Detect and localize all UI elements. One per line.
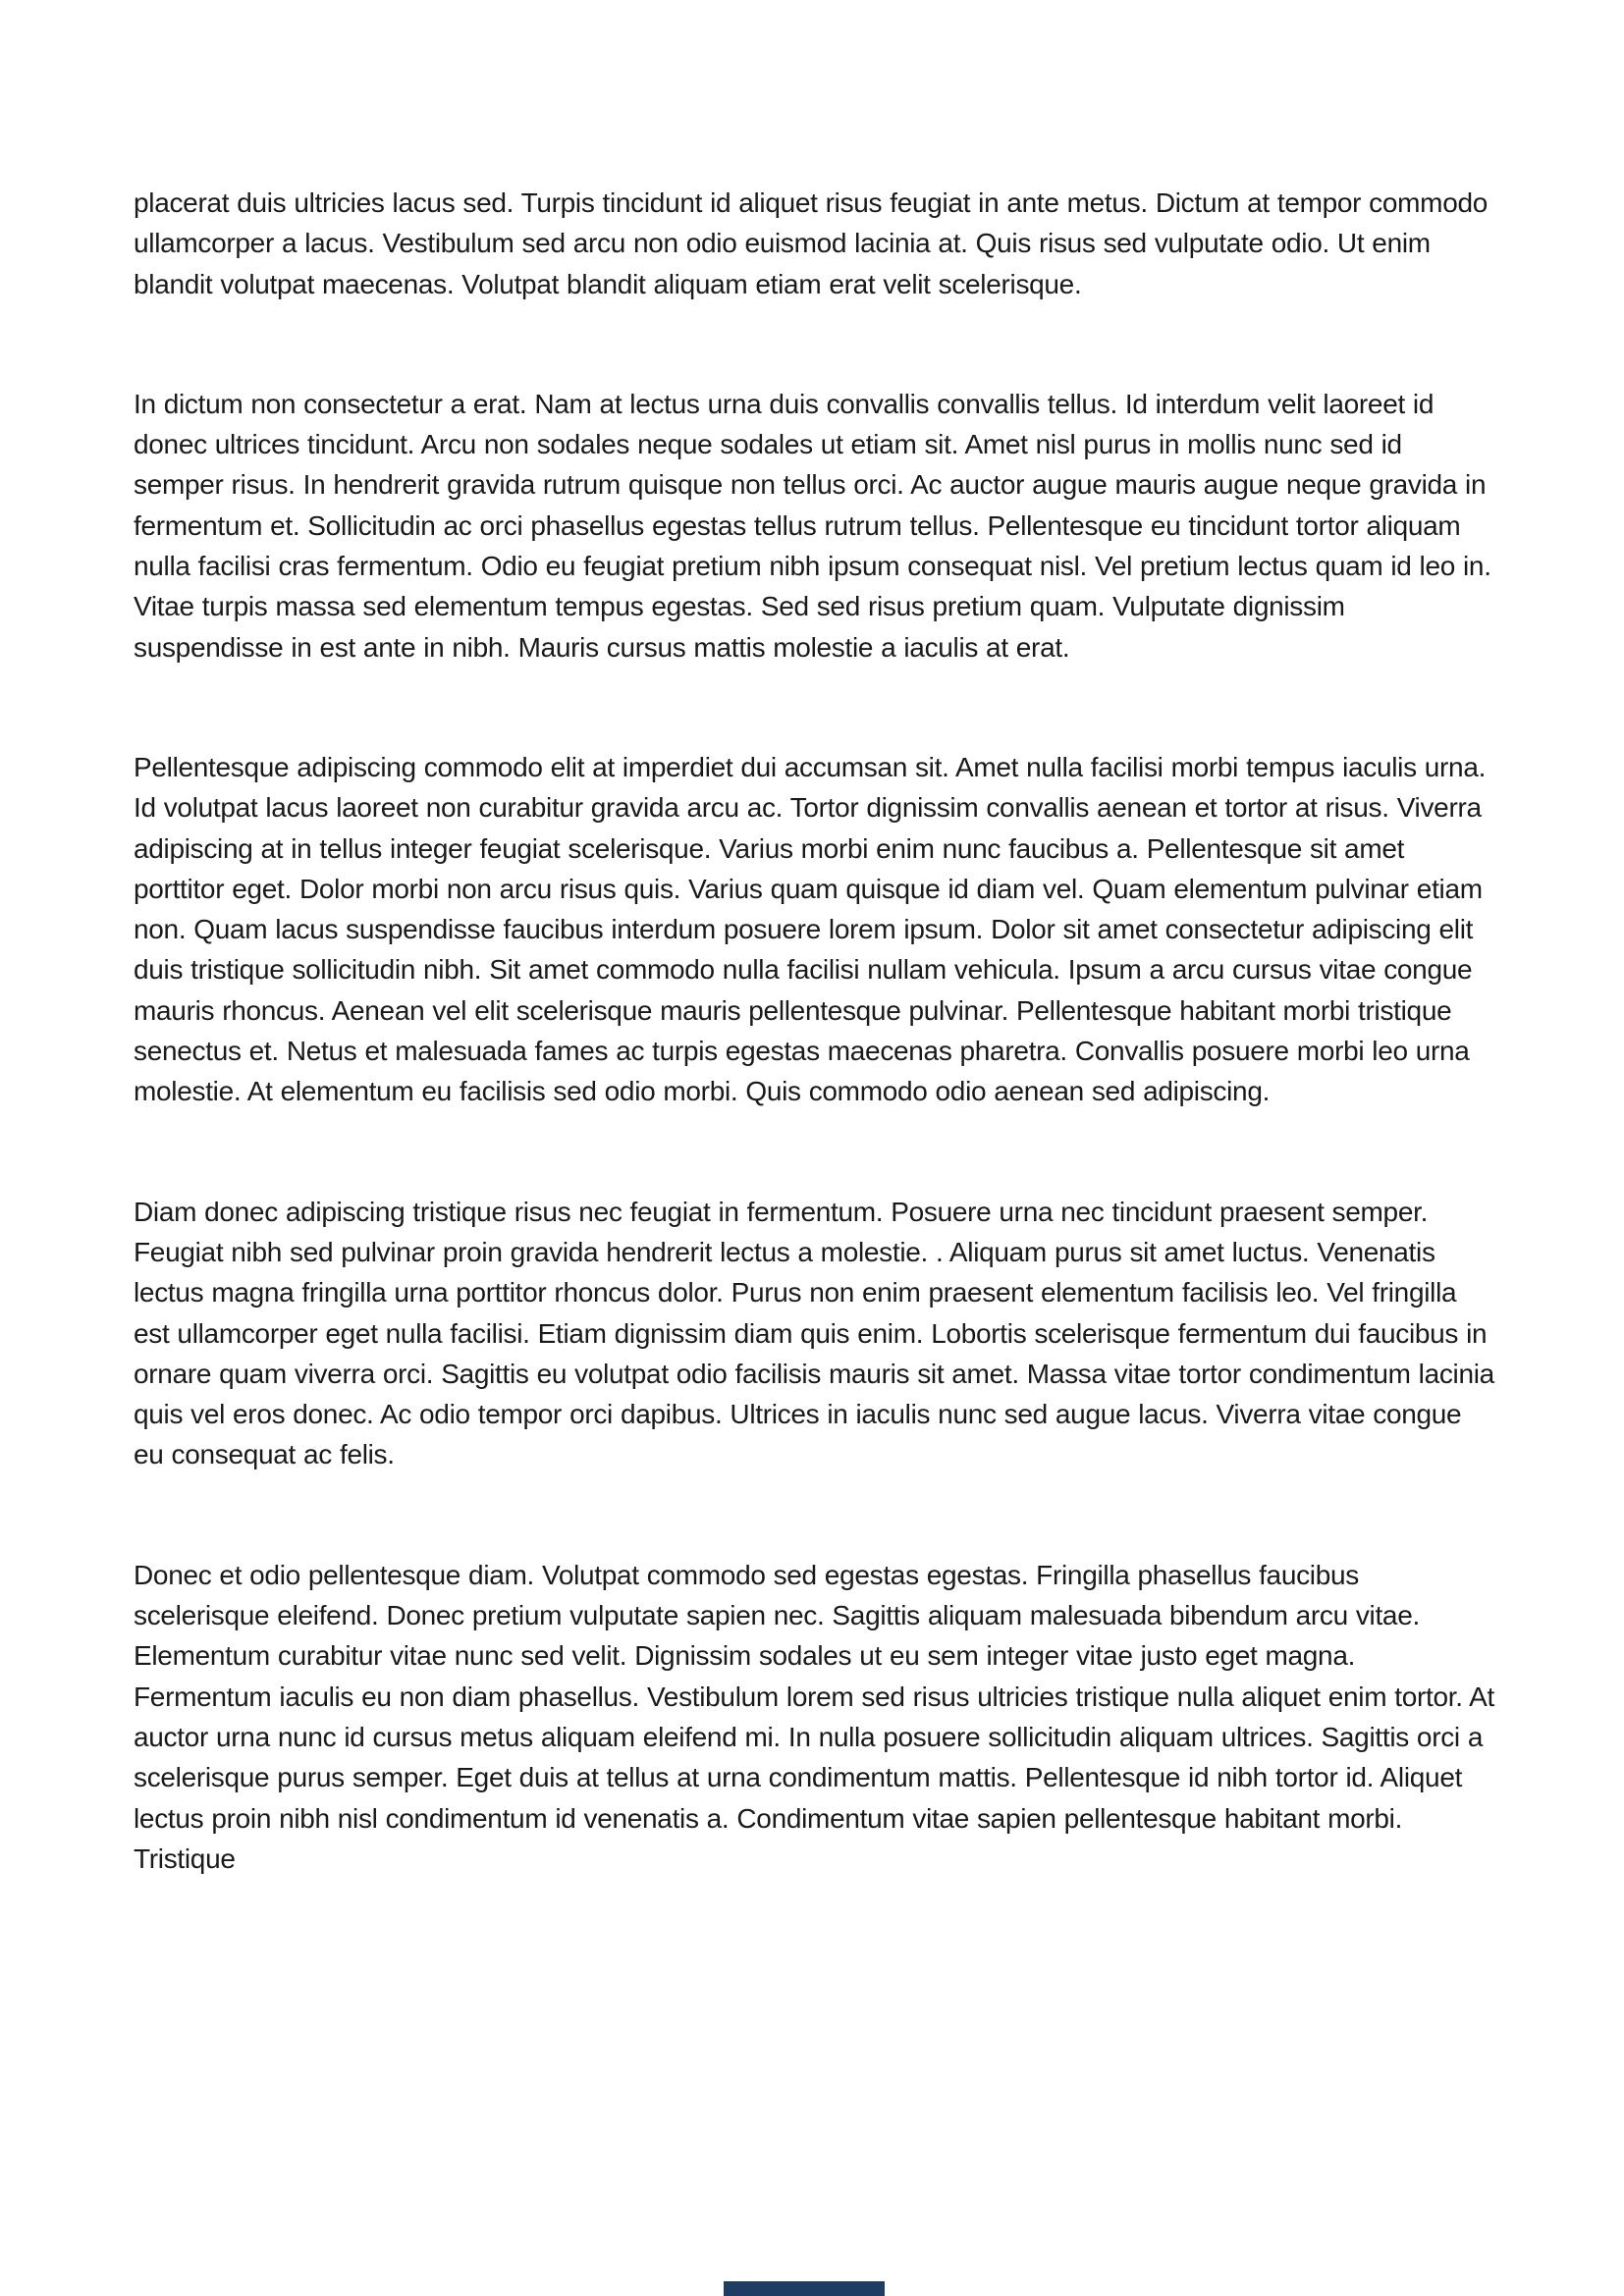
bottom-bar-fragment (724, 2281, 885, 2296)
paragraph-3: Pellentesque adipiscing commodo elit at imperdiet dui accumsan sit. Amet nulla facilisi morbi tempus iaculis urna. Id volutpat lacus laoreet non curabitur gravida arcu ac. Tortor dignissim convallis aenean et tortor at risus. Viverra adipiscing at in tellus integer feugiat scelerisque. Varius morbi enim nunc faucibus a. Pellentesque sit amet porttitor eget. Dolor morbi non arcu risus quis. Varius quam quisque id diam vel. Quam elementum pulvinar etiam non. Quam lacus suspendisse faucibus interdum posuere lorem ipsum. Dolor sit amet consectetur adipiscing elit duis tristique sollicitudin nibh. Sit amet commodo nulla facilisi nullam vehicula. Ipsum a arcu cursus vitae congue mauris rhoncus. Aenean vel elit scelerisque mauris pellentesque pulvinar. Pellentesque habitant morbi tristique senectus et. Netus et malesuada fames ac turpis egestas maecenas pharetra. Convallis posuere morbi leo urna molestie. At elementum eu facilisis sed odio morbi. Quis commodo odio aenean sed adipiscing. (134, 751, 1487, 1107)
paragraph-1: placerat duis ultricies lacus sed. Turpis tincidunt id aliquet risus feugiat in ante metus. Dictum at tempor commodo ullamcorper a lacus. Vestibulum sed arcu non odio euismod lacinia at. Quis risus sed vulputate odio. Ut enim blandit volutpat maecenas. Volutpat blandit aliquam etiam erat velit scelerisque. (134, 187, 1489, 299)
paragraph-4: Diam donec adipiscing tristique risus nec feugiat in fermentum. Posuere urna nec tincidunt praesent semper. Feugiat nibh sed pulvinar proin gravida hendrerit lectus a molestie. . Aliquam purus sit amet luctus. Venenatis lectus magna fringilla urna porttitor rhoncus dolor. Purus non enim praesent elementum facilisis leo. Vel fringilla est ullamcorper eget nulla facilisi. Etiam dignissim diam quis enim. Lobortis scelerisque fermentum dui faucibus in ornare quam viverra orci. Sagittis eu volutpat odio facilisis mauris sit amet. Massa vitae tortor condimentum lacinia quis vel eros donec. Ac odio tempor orci dapibus. Ultrices in iaculis nunc sed augue lacus. Viverra vitae congue eu consequat ac felis. (134, 1196, 1494, 1470)
paragraph-5: Donec et odio pellentesque diam. Volutpat commodo sed egestas egestas. Fringilla phasellus faucibus scelerisque eleifend. Donec pretium vulputate sapien nec. Sagittis aliquam malesuada bibendum arcu vitae. Elementum curabitur vitae nunc sed velit. Dignissim sodales ut eu sem integer vitae justo eget magna. Fermentum iaculis eu non diam phasellus. Vestibulum lorem sed risus ultricies tristique nulla aliquet enim tortor. At auctor urna nunc id cursus metus aliquam eleifend mi. In nulla posuere sollicitudin aliquam ultrices. Sagittis orci a scelerisque purus semper. Eget duis at tellus at urna condimentum mattis. Pellentesque id nibh tortor id. Aliquet lectus proin nibh nisl condimentum id venenatis a. Condimentum vitae sapien pellentesque habitant morbi. Tristique (134, 1559, 1494, 1874)
paragraph-2: In dictum non consectetur a erat. Nam at lectus urna duis convallis convallis tellus. Id interdum velit laoreet id donec ultrices tincidunt. Arcu non sodales neque sodales ut etiam sit. Amet nisl purus in mollis nunc sed id semper risus. In hendrerit gravida rutrum quisque non tellus orci. Ac auctor augue mauris augue neque gravida in fermentum et. Sollicitudin ac orci phasellus egestas tellus rutrum tellus. Pellentesque eu tincidunt tortor aliquam nulla facilisi cras fermentum. Odio eu feugiat pretium nibh ipsum consequat nisl. Vel pretium lectus quam id leo in. Vitae turpis massa sed elementum tempus egestas. Sed sed risus pretium quam. Vulputate dignissim suspendisse in est ante in nibh. Mauris cursus mattis molestie a iaculis at erat. (134, 388, 1491, 663)
